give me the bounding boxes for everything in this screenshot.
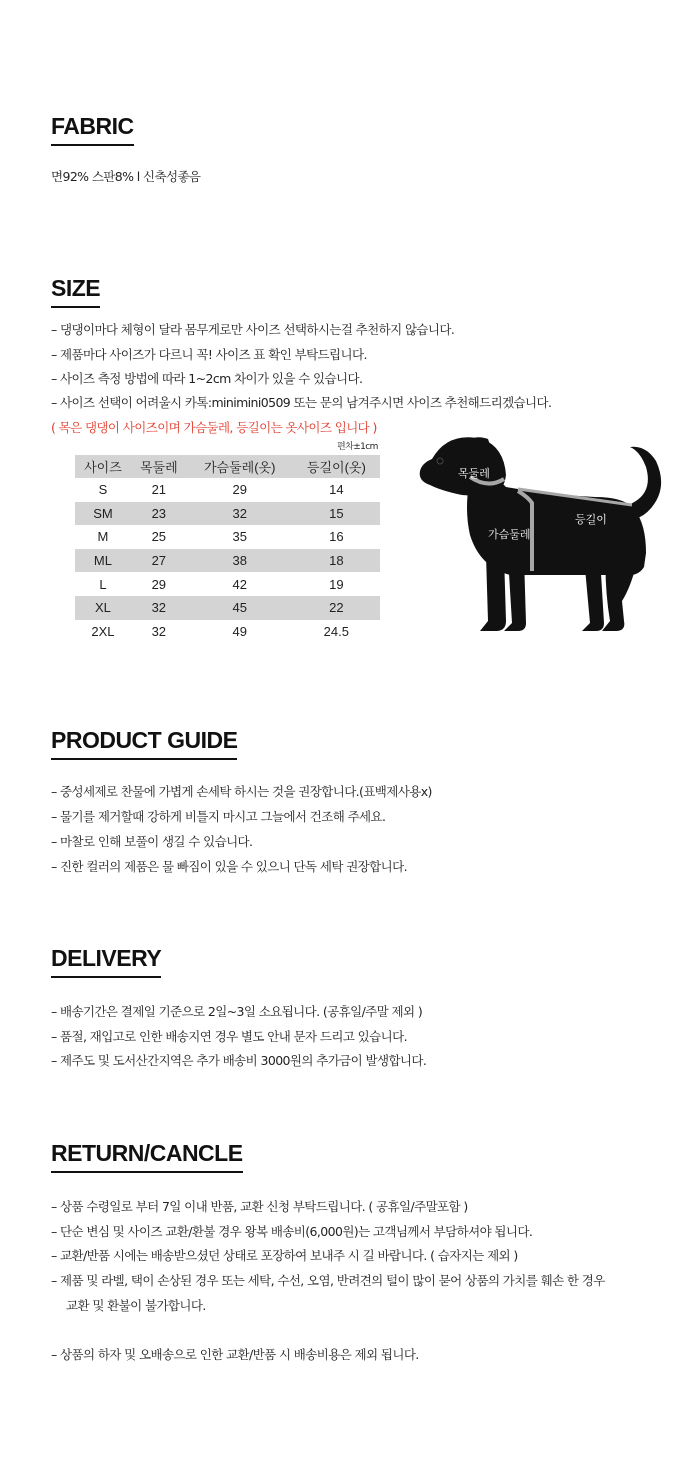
cell-back: 18 [293,549,380,573]
return-item: – 단순 변심 및 사이즈 교환/환불 경우 왕복 배송비(6,000원)는 고객님께서 부담하셔야 됩니다. [51,1224,533,1239]
cell-neck: 32 [131,596,187,620]
delivery-item: – 품절, 재입고로 인한 배송지연 경우 별도 안내 문자 드리고 있습니다. [51,1029,407,1044]
cell-chest: 35 [232,529,247,545]
cell-size: M [97,529,109,545]
neck-label: 목둘레 [458,467,490,480]
cell-size: L [99,576,107,592]
cell-back: 22 [293,596,380,620]
cell-size: S [98,482,108,498]
delivery-item: – 배송기간은 결제일 기준으로 2일~3일 소요됩니다. (공휴일/주말 제외 ) [51,1004,423,1019]
fabric-title: FABRIC [51,113,134,146]
cell-back: 24.5 [323,623,349,639]
guide-item: – 물기를 제거할때 강하게 비틀지 마시고 그늘에서 건조해 주세요. [51,809,386,824]
size-warning: ( 목은 댕댕이 사이즈이며 가슴둘레, 등길이는 옷사이즈 입니다 ) [51,420,377,435]
cell-chest: 42 [232,576,247,592]
table-row [75,620,380,644]
return-title: RETURN/CANCLE [51,1140,243,1173]
cell-neck: 29 [151,576,167,592]
cell-neck: 32 [151,623,167,639]
guide-item: – 마찰로 인해 보풀이 생길 수 있습니다. [51,834,253,849]
fabric-text: 면92% 스판8% l 신축성좋음 [51,169,201,184]
table-row [75,572,380,596]
header-chest: 가슴둘레(옷) [187,455,293,478]
size-note: – 사이즈 측정 방법에 따라 1~2cm 차이가 있을 수 있습니다. [51,371,363,386]
cell-back: 15 [293,502,380,526]
cell-chest: 45 [187,596,293,620]
back-length-label: 등길이 [575,513,607,526]
guide-item: – 중성세제로 찬물에 가볍게 손세탁 하시는 것을 권장합니다.(표백제사용x) [51,784,432,799]
guide-item: – 진한 컬러의 제품은 물 빠짐이 있을 수 있으니 단독 세탁 권장합니다. [51,859,407,874]
table-row [75,525,380,549]
cell-back: 19 [329,576,344,592]
cell-size: 2XL [91,623,115,639]
cell-chest: 32 [187,502,293,526]
cell-back: 16 [329,529,344,545]
table-row [75,478,380,502]
return-item: – 제품 및 라벨, 택이 손상된 경우 또는 세탁, 수선, 오염, 반려견의 털이 많이 묻어 상품의 가치를 훼손 한 경우 [51,1273,605,1288]
cell-neck: 21 [151,482,167,498]
size-table-header [75,455,380,478]
header-size: 사이즈 [75,455,131,478]
cell-size: SM [75,502,131,526]
cell-chest: 29 [232,482,247,498]
return-item-continued: 교환 및 환불이 불가합니다. [66,1298,206,1313]
cell-neck: 25 [151,529,167,545]
product-guide-title: PRODUCT GUIDE [51,727,237,760]
return-item: – 상품 수령일로 부터 7일 이내 반품, 교환 신청 부탁드립니다. ( 공휴일/주말포함 ) [51,1199,468,1214]
delivery-item: – 제주도 및 도서산간지역은 추가 배송비 3000원의 추가금이 발생합니다. [51,1053,427,1068]
cell-size: ML [75,549,131,573]
cell-size: XL [75,596,131,620]
size-note: – 댕댕이마다 체형이 달라 몸무게로만 사이즈 선택하시는걸 추천하지 않습니다. [51,322,455,337]
size-tolerance: 편차±1cm [337,442,378,452]
cell-chest: 49 [232,623,247,639]
delivery-title: DELIVERY [51,945,161,978]
size-note: – 사이즈 선택이 어려울시 카톡:minimini0509 또는 문의 남겨주시면 사이즈 추천해드리겠습니다. [51,395,552,410]
table-row [75,596,380,620]
cell-chest: 38 [187,549,293,573]
table-row [75,549,380,573]
header-neck: 목둘레 [131,455,187,478]
dog-size-diagram [400,425,670,640]
size-table [75,455,380,643]
return-item: – 상품의 하자 및 오배송으로 인한 교환/반품 시 배송비용은 제외 됩니다. [51,1347,419,1362]
dog-silhouette [420,437,661,631]
table-row [75,502,380,526]
cell-neck: 23 [131,502,187,526]
size-title: SIZE [51,275,100,308]
dog-eye [437,458,443,464]
cell-back: 14 [329,482,344,498]
size-note: – 제품마다 사이즈가 다르니 꼭! 사이즈 표 확인 부탁드립니다. [51,347,367,362]
header-back: 등길이(옷) [293,455,380,478]
cell-neck: 27 [131,549,187,573]
chest-label: 가슴둘레 [488,528,531,541]
return-item: – 교환/반품 시에는 배송받으셨던 상태로 포장하여 보내주 시 길 바랍니다. ( 습자지는 제외 ) [51,1248,518,1263]
